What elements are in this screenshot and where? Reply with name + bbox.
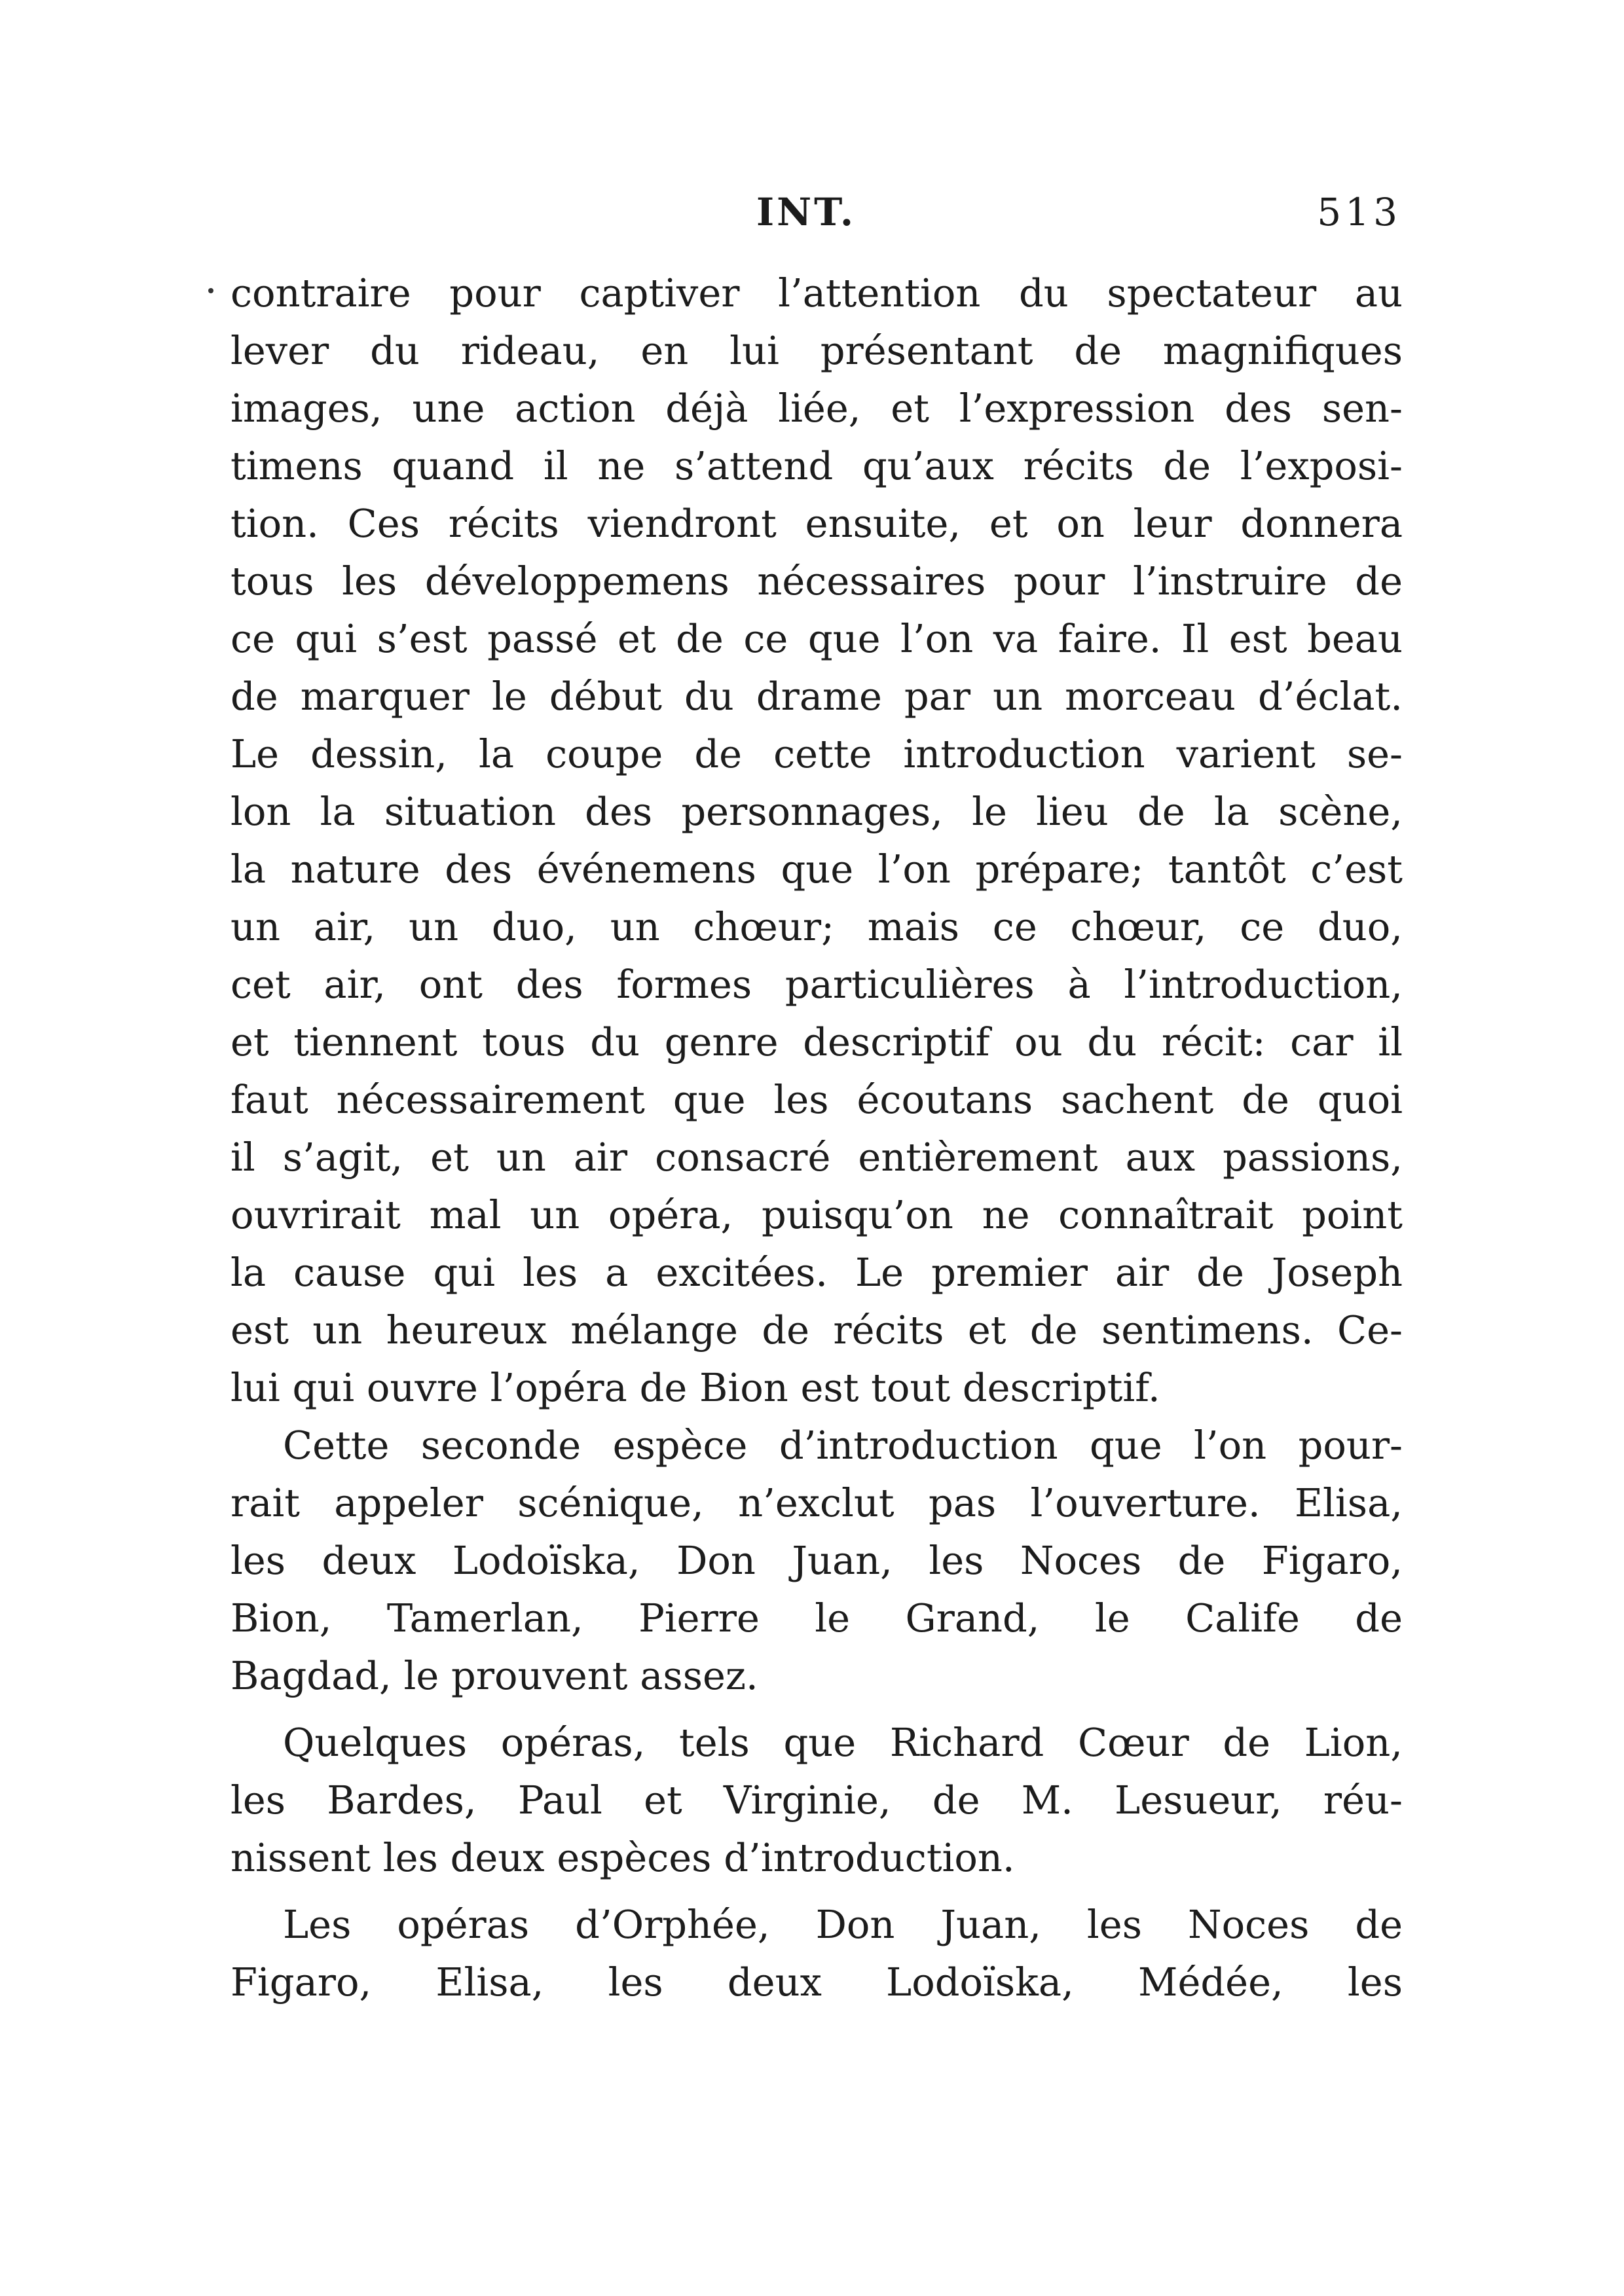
text-line: les Bardes, Paul et Virginie, de M. Lesueur, réu- xyxy=(231,1777,1403,1823)
paragraph-gap xyxy=(231,1887,1403,1896)
text-line: et tiennent tous du genre descriptif ou du récit: car il xyxy=(231,1019,1403,1065)
page-number: 513 xyxy=(1317,190,1401,234)
text-line: Le dessin, la coupe de cette introduction varient se- xyxy=(231,731,1403,776)
text-line: un air, un duo, un chœur; mais ce chœur, ce duo, xyxy=(231,904,1403,949)
text-line: rait appeler scénique, n’exclut pas l’ouverture. Elisa, xyxy=(231,1480,1403,1525)
text-line: lui qui ouvre l’opéra de Bion est tout descriptif. xyxy=(231,1365,1160,1410)
text-line: il s’agit, et un air consacré entièrement aux passions, xyxy=(231,1135,1403,1180)
running-head: INT. xyxy=(756,190,857,234)
text-line: de marquer le début du drame par un morceau d’éclat. xyxy=(231,674,1403,719)
text-line: Quelques opéras, tels que Richard Cœur de Lion, xyxy=(283,1720,1403,1765)
text-line: les deux Lodoïska, Don Juan, les Noces de Figaro, xyxy=(231,1538,1403,1583)
text-line: la nature des événemens que l’on prépare; tantôt c’est xyxy=(231,847,1403,892)
text-line: faut nécessairement que les écoutans sachent de quoi xyxy=(231,1077,1403,1122)
text-line: la cause qui les a excitées. Le premier air de Joseph xyxy=(231,1250,1403,1295)
text-line: tous les développemens nécessaires pour l’instruire de xyxy=(231,558,1403,604)
text-line: lon la situation des personnages, le lieu de la scène, xyxy=(231,789,1403,834)
page-header xyxy=(232,190,1401,249)
text-line: ouvrirait mal un opéra, puisqu’on ne connaîtrait point xyxy=(231,1192,1403,1237)
text-line: lever du rideau, en lui présentant de magnifiques xyxy=(231,328,1403,373)
text-line: contraire pour captiver l’attention du spectateur au xyxy=(231,270,1403,316)
text-line: Bion, Tamerlan, Pierre le Grand, le Calife de xyxy=(231,1595,1403,1641)
text-line: images, une action déjà liée, et l’expression des sen- xyxy=(231,386,1403,431)
text-line: tion. Ces récits viendront ensuite, et on leur donnera xyxy=(231,501,1403,546)
body-text xyxy=(231,264,1403,2011)
text-line: ce qui s’est passé et de ce que l’on va faire. Il est beau xyxy=(231,616,1403,661)
stray-ink-mark xyxy=(208,288,213,293)
text-line: cet air, ont des formes particulières à l’introduction, xyxy=(231,962,1403,1007)
paragraph-gap xyxy=(231,1705,1403,1714)
text-line: nissent les deux espèces d’introduction. xyxy=(231,1835,1015,1880)
text-line: timens quand il ne s’attend qu’aux récits de l’exposi- xyxy=(231,443,1403,488)
text-line: Figaro, Elisa, les deux Lodoïska, Médée, les xyxy=(231,1959,1403,2005)
text-line: est un heureux mélange de récits et de sentimens. Ce- xyxy=(231,1307,1403,1353)
text-line: Cette seconde espèce d’introduction que l’on pour- xyxy=(283,1423,1403,1468)
text-line: Les opéras d’Orphée, Don Juan, les Noces de xyxy=(283,1902,1403,1947)
text-line: Bagdad, le prouvent assez. xyxy=(231,1653,758,1698)
